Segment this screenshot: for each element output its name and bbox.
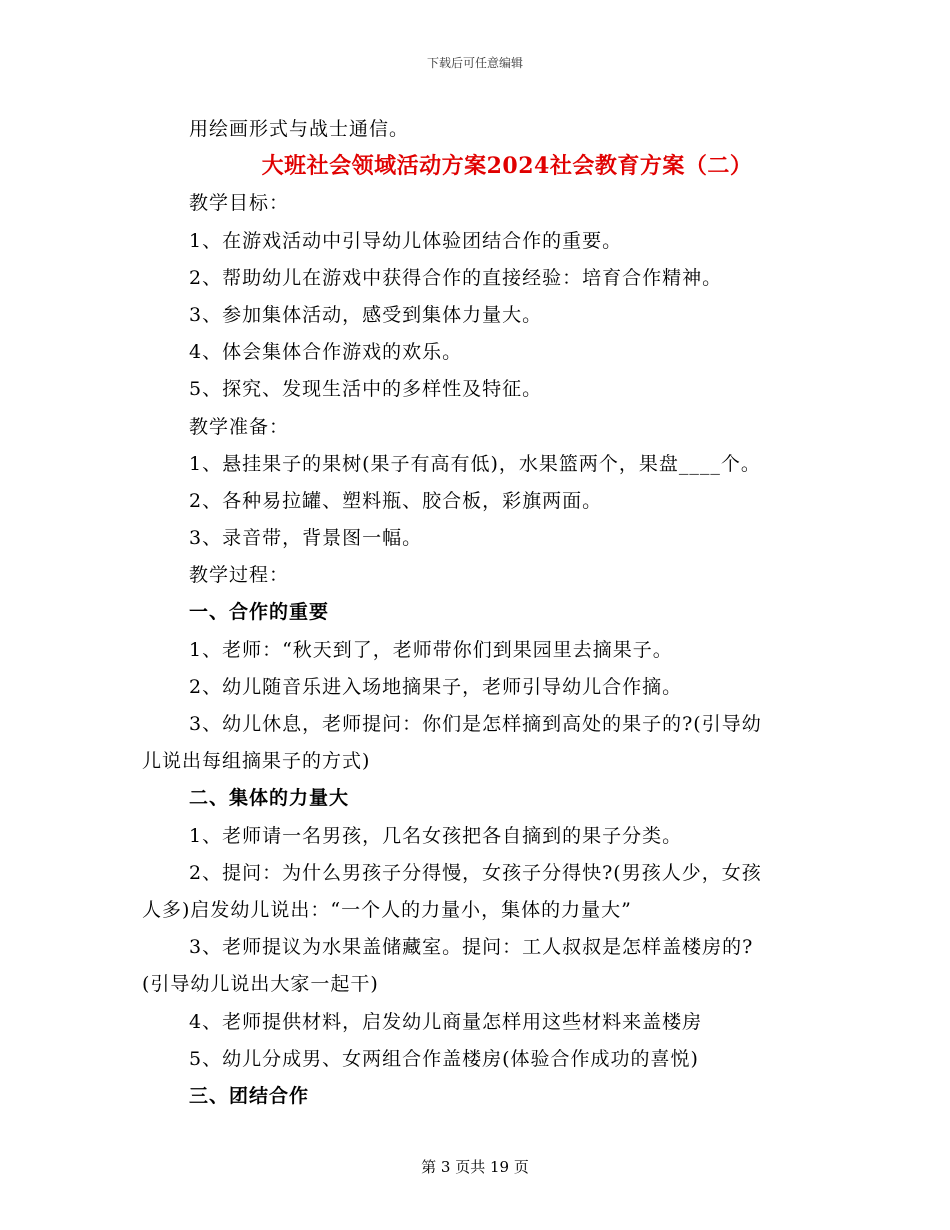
text-line: 用绘画形式与战士通信。 (189, 118, 410, 140)
text-line: 人多)启发幼儿说出：“一个人的力量小，集体的力量大” (142, 898, 632, 921)
text-line: 3、幼儿休息，老师提问：你们是怎样摘到高处的果子的?(引导幼 (189, 713, 762, 735)
section-heading: 一、合作的重要 (189, 601, 330, 624)
text-line: 5、幼儿分成男、女两组合作盖楼房(体验合作成功的喜悦) (189, 1047, 699, 1070)
text-line: 2、提问：为什么男孩子分得慢，女孩子分得快?(男孩人少，女孩 (189, 861, 762, 884)
section-heading: 二、集体的力量大 (189, 787, 350, 810)
text-line: 教学准备： (189, 415, 290, 438)
text-line: 2、幼儿随音乐进入场地摘果子，老师引导幼儿合作摘。 (189, 675, 683, 698)
text-line: 4、老师提供材料，启发幼儿商量怎样用这些材料来盖楼房 (189, 1010, 703, 1033)
text-line: 3、老师提议为水果盖储藏室。提问：工人叔叔是怎样盖楼房的? (189, 936, 754, 959)
text-line: 1、悬挂果子的果树(果子有高有低)，水果篮两个，果盘____个。 (189, 452, 761, 475)
text-line: 儿说出每组摘果子的方式) (142, 750, 371, 773)
text-line: (引导幼儿说出大家一起干) (142, 973, 379, 996)
text-line: 2、帮助幼儿在游戏中获得合作的直接经验：培育合作精神。 (189, 266, 723, 289)
page-header: 下载后可任意编辑 (426, 56, 523, 70)
document-body (142, 111, 812, 1115)
document-title: 大班社会领域活动方案2024社会教育方案（二） (261, 153, 753, 180)
page-footer: 第 3 页共 19 页 (421, 1158, 529, 1176)
text-line: 3、参加集体活动，感受到集体力量大。 (189, 303, 543, 326)
text-line: 2、各种易拉罐、塑料瓶、胶合板，彩旗两面。 (189, 489, 603, 512)
text-line: 1、老师：“秋天到了，老师带你们到果园里去摘果子。 (189, 638, 673, 661)
section-heading: 三、团结合作 (189, 1084, 310, 1107)
text-line: 4、体会集体合作游戏的欢乐。 (189, 341, 463, 364)
text-line: 1、在游戏活动中引导幼儿体验团结合作的重要。 (189, 229, 623, 252)
text-line: 教学目标： (189, 192, 290, 215)
text-line: 5、探究、发现生活中的多样性及特征。 (189, 378, 543, 401)
text-line: 教学过程： (189, 564, 290, 587)
text-line: 1、老师请一名男孩，几名女孩把各自摘到的果子分类。 (189, 824, 683, 847)
text-line: 3、录音带，背景图一幅。 (189, 527, 423, 550)
